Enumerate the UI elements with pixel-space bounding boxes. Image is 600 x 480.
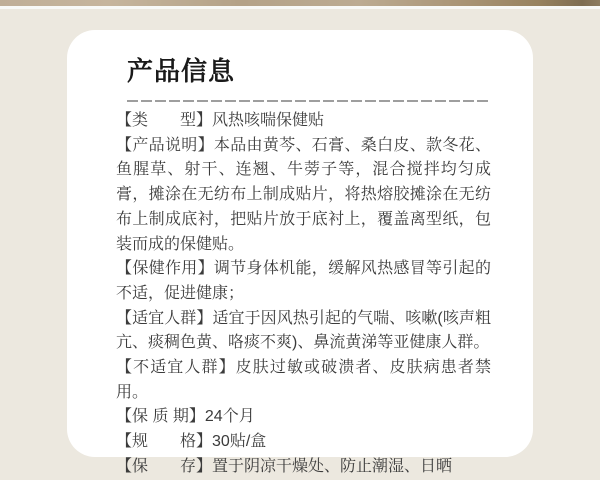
spec-label: 【产品说明】	[116, 136, 214, 154]
spec-row-health-function	[116, 257, 491, 306]
spec-value: 30贴/盒	[212, 433, 267, 451]
spec-label: 【适宜人群】	[116, 309, 213, 327]
product-info-card	[67, 30, 533, 475]
spec-label: 【规 格】	[116, 433, 213, 451]
spec-value: 风热咳喘保健贴	[212, 112, 325, 129]
spec-label: 【保 质 期】	[116, 408, 205, 426]
spec-row-description	[116, 134, 491, 258]
spec-label: 【保健作用】	[116, 260, 214, 278]
spec-value: 置于阴凉干燥处、防止潮湿、日晒	[212, 457, 453, 475]
dashed-divider	[127, 100, 490, 102]
spec-value: 本品由黄芩、石膏、桑白皮、款冬花、鱼腥草、射干、连翘、牛蒡子等，混合搅拌均匀成膏，摊涂在无纺布上制成贴片，将热熔胶摊涂在无纺布上制成底衬，把贴片放于底衬上，覆盖离型纸，包装而成的保健贴。	[116, 136, 491, 253]
spec-label: 【不适宜人群】	[116, 359, 236, 377]
spec-row-storage	[116, 455, 491, 480]
section-title: 产品信息	[127, 56, 236, 86]
spec-label: 【保 存】	[116, 457, 213, 475]
spec-value: 调节身体机能，缓解风热感冒等引起的不适，促进健康；	[116, 260, 491, 302]
spec-row-type	[116, 109, 491, 134]
spec-row-specification	[116, 430, 491, 455]
spec-row-unsuitable-people	[116, 356, 491, 405]
spec-value: 24个月	[204, 408, 255, 426]
spec-row-suitable-people	[116, 307, 491, 356]
spec-row-shelf-life	[116, 405, 491, 430]
top-highlight-line	[0, 6, 600, 9]
spec-value: 适宜于因风热引起的气喘、咳嗽(咳声粗亢、痰稠色黄、咯痰不爽)、鼻流黄涕等亚健康人群。	[116, 309, 491, 352]
spec-value: 皮肤过敏或破溃者、皮肤病患者禁用。	[116, 359, 491, 401]
product-details-list	[116, 109, 491, 480]
spec-label: 【类 型】	[116, 112, 213, 129]
